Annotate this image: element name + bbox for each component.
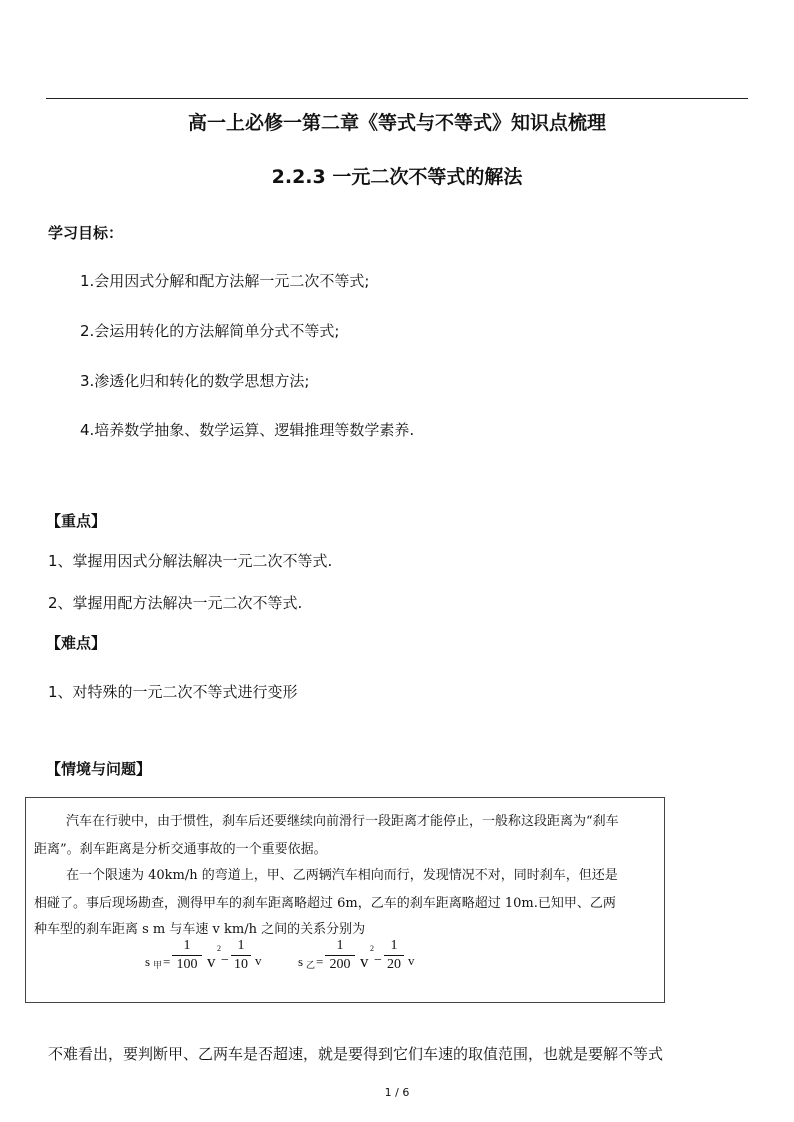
denominator: 100 <box>176 957 198 972</box>
exponent: 2 <box>370 944 374 953</box>
scenario-text: 种车型的刹车距离 s m 与车速 v km/h 之间的关系分别为 <box>34 922 366 937</box>
page-number: 1 / 6 <box>384 1086 410 1099</box>
key-item: 2、掌握用配方法解决一元二次不等式. <box>48 594 303 612</box>
objective-item: 2.会运用转化的方法解简单分式不等式; <box>80 322 340 340</box>
numerator: 1 <box>336 938 344 953</box>
variable-v: v <box>408 953 415 968</box>
numerator: 1 <box>390 938 398 953</box>
key-heading: 【重点】 <box>46 512 107 530</box>
closing-paragraph: 不难看出，要判断甲、乙两车是否超速，就是要得到它们车速的取值范围，也就是要解不等式 <box>48 1045 664 1063</box>
formula-lhs: s <box>145 954 151 969</box>
scenario-heading: 【情境与问题】 <box>46 760 152 778</box>
scenario-box <box>25 797 665 1003</box>
numerator: 1 <box>183 938 191 953</box>
fraction <box>384 938 404 973</box>
variable-v: v <box>255 953 262 968</box>
header-rule <box>46 98 748 99</box>
formula-equals: = <box>163 954 171 969</box>
difficulty-heading: 【难点】 <box>46 634 107 652</box>
page-title: 高一上必修一第二章《等式与不等式》知识点梳理 <box>187 112 606 134</box>
scenario-text: 汽车在行驶中，由于惯性，刹车后还要继续向前滑行一段距离才能停止，一般称这段距离为“刹车 <box>66 814 619 829</box>
formula-equals: = <box>316 954 324 969</box>
difficulty-item: 1、对特殊的一元二次不等式进行变形 <box>48 683 298 701</box>
objectives-heading: 学习目标： <box>48 224 124 242</box>
fraction <box>325 938 355 973</box>
fraction-bar <box>325 955 355 956</box>
exponent: 2 <box>217 944 221 953</box>
denominator: 200 <box>329 957 351 972</box>
fraction-bar <box>384 955 404 956</box>
objective-item: 3.渗透化归和转化的数学思想方法; <box>80 372 310 390</box>
scenario-text: 在一个限速为 40km/h 的弯道上，甲、乙两辆汽车相向而行，发现情况不对，同时刹车，但还是 <box>66 868 618 883</box>
objective-item: 1.会用因式分解和配方法解一元二次不等式; <box>80 272 370 290</box>
formula-subscript: 乙 <box>306 960 316 970</box>
numerator: 1 <box>237 938 245 953</box>
minus-sign: − <box>221 953 229 968</box>
minus-sign: − <box>374 953 382 968</box>
formula-subscript: 甲 <box>153 960 163 970</box>
scenario-text: 相碰了。事后现场勘查，测得甲车的刹车距离略超过 6m，乙车的刹车距离略超过 10m.已知甲、乙两 <box>34 896 616 911</box>
fraction-bar <box>172 955 202 956</box>
fraction <box>172 938 202 973</box>
formula-lhs: s <box>298 954 304 969</box>
key-item: 1、掌握用因式分解法解决一元二次不等式. <box>48 552 333 570</box>
section-title: 2.2.3 一元二次不等式的解法 <box>271 166 523 188</box>
fraction-bar <box>231 955 251 956</box>
denominator: 10 <box>234 957 248 972</box>
variable-v: v <box>207 952 216 971</box>
variable-v: v <box>360 952 369 971</box>
scenario-text: 距离”。刹车距离是分析交通事故的一个重要依据。 <box>34 842 327 857</box>
objective-item: 4.培养数学抽象、数学运算、逻辑推理等数学素养. <box>80 421 415 439</box>
denominator: 20 <box>387 957 401 972</box>
fraction <box>231 938 251 973</box>
